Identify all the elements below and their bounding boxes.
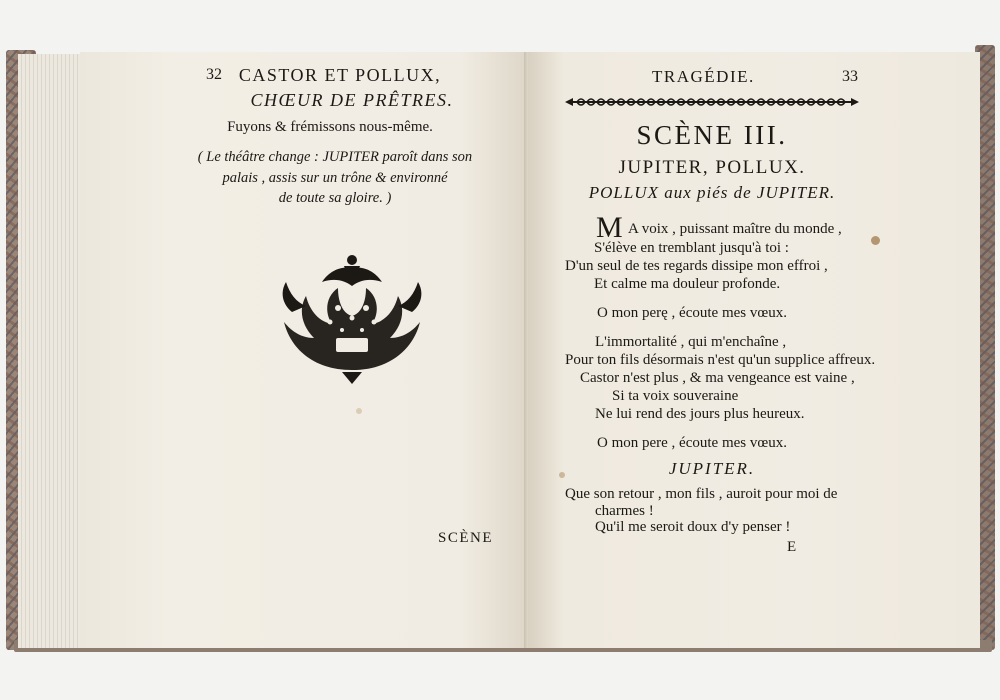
right-running-head: TRAGÉDIE. xyxy=(652,67,755,86)
verse2-line3: Castor n'est plus , & ma vengeance est vaine , xyxy=(580,370,855,386)
verse1-line4: Et calme ma douleur profonde. xyxy=(594,276,781,292)
basket-of-flowers-ornament-icon xyxy=(272,252,432,392)
left-page-number: 32 xyxy=(206,66,222,83)
foxing-spot xyxy=(871,236,880,245)
verse1-line1: A voix , puissant maître du monde , xyxy=(628,221,842,237)
left-stage-direction-3: de toute sa gloire. ) xyxy=(278,190,392,206)
left-speaker-heading: CHŒUR DE PRÊTRES. xyxy=(250,90,454,110)
left-verse-line: Fuyons & frémissons nous-même. xyxy=(227,119,433,135)
verse1-line2: S'élève en tremblant jusqu'à toi : xyxy=(594,240,789,256)
refrain-2: O mon pere , écoute mes vœux. xyxy=(597,435,787,451)
verse2-line5: Ne lui rend des jours plus heureux. xyxy=(595,406,805,422)
jupiter-speaker: JUPITER. xyxy=(668,459,756,478)
scene-title: SCÈNE III. xyxy=(636,120,788,150)
right-stage-direction: POLLUX aux piés de JUPITER. xyxy=(588,183,836,202)
drop-cap: M xyxy=(596,211,623,244)
verse3-line2: charmes ! xyxy=(595,503,654,519)
laurel-rule-ornament-icon xyxy=(565,95,859,109)
left-catchword: SCÈNE xyxy=(438,530,494,546)
verse3-line3: Qu'il me seroit doux d'y penser ! xyxy=(595,519,791,535)
left-stage-direction-1: ( Le théâtre change : JUPITER paroît dans son xyxy=(197,149,473,165)
signature-mark: E xyxy=(787,539,797,555)
verse2-line4: Si ta voix souveraine xyxy=(612,388,739,404)
scene-characters: JUPITER, POLLUX. xyxy=(618,157,806,178)
verse2-line1: L'immortalité , qui m'enchaîne , xyxy=(595,334,787,350)
left-running-head: CASTOR ET POLLUX, xyxy=(238,65,442,85)
verse2-line2: Pour ton fils désormais n'est qu'un supplice affreux. xyxy=(565,352,876,368)
refrain-1: O mon perę , écoute mes vœux. xyxy=(597,305,787,321)
left-stage-direction-2: palais , assis sur un trône & environné xyxy=(222,170,448,186)
verse1-line3: D'un seul de tes regards dissipe mon effroi , xyxy=(565,258,828,274)
foxing-spot xyxy=(559,472,565,478)
verse3-line1: Que son retour , mon fils , auroit pour moi de xyxy=(565,486,838,502)
right-page-number: 33 xyxy=(842,68,858,85)
foxing-spot xyxy=(356,408,362,414)
